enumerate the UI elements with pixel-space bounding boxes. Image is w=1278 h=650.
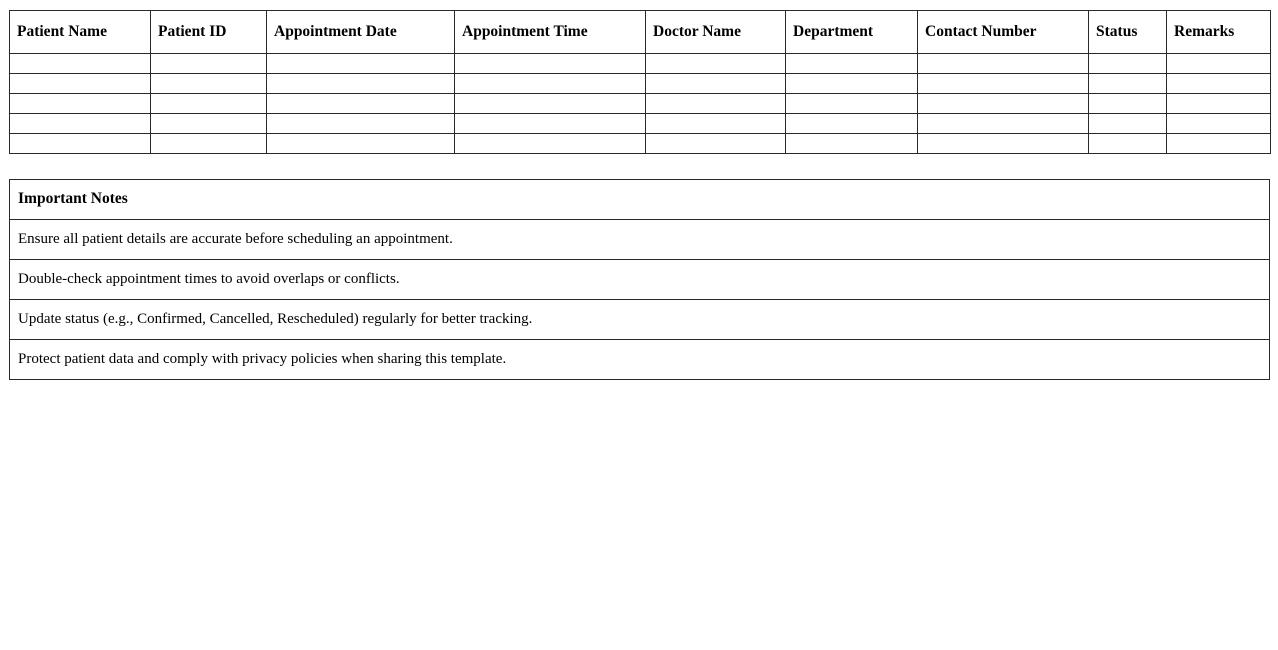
table-cell[interactable] [455, 134, 646, 154]
header-row [10, 11, 1271, 54]
note-text: Double-check appointment times to avoid overlaps or conflicts. [10, 260, 1270, 300]
table-row[interactable] [10, 94, 1271, 114]
notes-heading-row [10, 180, 1270, 220]
table-cell[interactable] [786, 54, 918, 74]
table-row[interactable] [10, 74, 1271, 94]
column-header-status: Status [1089, 11, 1167, 54]
table-row[interactable] [10, 54, 1271, 74]
table-cell[interactable] [646, 134, 786, 154]
notes-heading: Important Notes [10, 180, 1270, 220]
table-cell[interactable] [455, 74, 646, 94]
appointment-table-header [10, 11, 1271, 54]
table-cell[interactable] [918, 54, 1089, 74]
table-cell[interactable] [786, 74, 918, 94]
table-cell[interactable] [151, 94, 267, 114]
table-cell[interactable] [786, 134, 918, 154]
table-cell[interactable] [1089, 74, 1167, 94]
column-header-appointment-time: Appointment Time [455, 11, 646, 54]
table-cell[interactable] [1167, 134, 1271, 154]
column-header-remarks: Remarks [1167, 11, 1271, 54]
note-text: Update status (e.g., Confirmed, Cancelled, Rescheduled) regularly for better tracking. [10, 300, 1270, 340]
table-cell[interactable] [1089, 134, 1167, 154]
column-header-doctor-name: Doctor Name [646, 11, 786, 54]
table-cell[interactable] [455, 114, 646, 134]
table-cell[interactable] [1167, 74, 1271, 94]
important-notes-body [10, 180, 1270, 380]
note-text: Ensure all patient details are accurate before scheduling an appointment. [10, 220, 1270, 260]
table-cell[interactable] [151, 74, 267, 94]
column-header-appointment-date: Appointment Date [267, 11, 455, 54]
table-cell[interactable] [267, 94, 455, 114]
table-cell[interactable] [918, 94, 1089, 114]
table-cell[interactable] [10, 134, 151, 154]
table-cell[interactable] [10, 54, 151, 74]
table-cell[interactable] [267, 74, 455, 94]
table-cell[interactable] [918, 74, 1089, 94]
appointment-table [9, 10, 1271, 154]
table-cell[interactable] [1089, 114, 1167, 134]
column-header-patient-name: Patient Name [10, 11, 151, 54]
note-row [10, 340, 1270, 380]
table-cell[interactable] [918, 134, 1089, 154]
table-cell[interactable] [1167, 114, 1271, 134]
table-cell[interactable] [1167, 94, 1271, 114]
table-cell[interactable] [1089, 54, 1167, 74]
note-text: Protect patient data and comply with privacy policies when sharing this template. [10, 340, 1270, 380]
note-row [10, 300, 1270, 340]
table-cell[interactable] [646, 74, 786, 94]
table-cell[interactable] [918, 114, 1089, 134]
note-row [10, 220, 1270, 260]
table-cell[interactable] [786, 114, 918, 134]
table-row[interactable] [10, 114, 1271, 134]
table-cell[interactable] [10, 74, 151, 94]
column-header-department: Department [786, 11, 918, 54]
table-cell[interactable] [646, 54, 786, 74]
table-cell[interactable] [646, 94, 786, 114]
table-cell[interactable] [267, 114, 455, 134]
table-cell[interactable] [1167, 54, 1271, 74]
table-cell[interactable] [10, 94, 151, 114]
table-cell[interactable] [151, 134, 267, 154]
table-cell[interactable] [151, 114, 267, 134]
table-cell[interactable] [1089, 94, 1167, 114]
table-cell[interactable] [151, 54, 267, 74]
table-cell[interactable] [455, 94, 646, 114]
table-cell[interactable] [267, 54, 455, 74]
table-cell[interactable] [10, 114, 151, 134]
table-cell[interactable] [786, 94, 918, 114]
table-cell[interactable] [455, 54, 646, 74]
table-row[interactable] [10, 134, 1271, 154]
table-cell[interactable] [267, 134, 455, 154]
important-notes-table [9, 179, 1270, 380]
column-header-patient-id: Patient ID [151, 11, 267, 54]
column-header-contact-number: Contact Number [918, 11, 1089, 54]
table-cell[interactable] [646, 114, 786, 134]
appointment-table-body [10, 54, 1271, 154]
note-row [10, 260, 1270, 300]
